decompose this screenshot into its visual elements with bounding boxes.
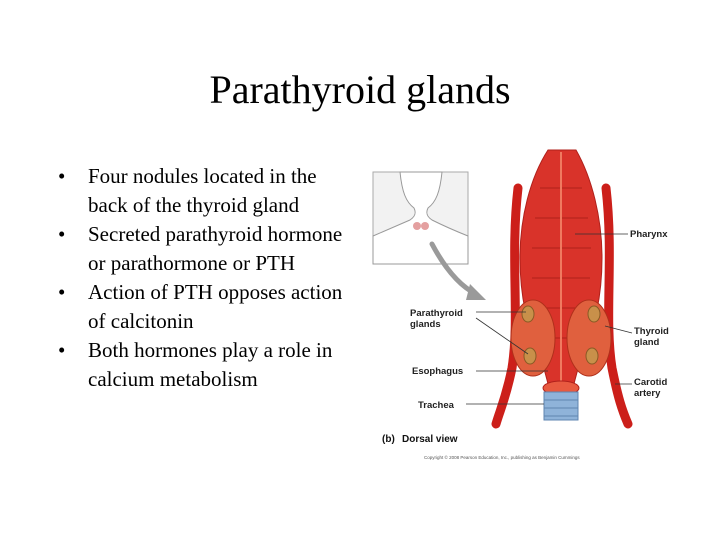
bullet-glyph: • xyxy=(58,280,66,304)
bullet-list xyxy=(58,162,358,394)
label-carotid-line2: artery xyxy=(634,388,661,399)
carotid-left xyxy=(496,188,518,424)
carotid-right xyxy=(606,188,628,424)
label-carotid-line1: Carotid xyxy=(634,377,668,388)
bullet-item xyxy=(58,336,358,394)
parathyroid-illustration xyxy=(370,148,690,466)
bullet-glyph: • xyxy=(58,164,66,188)
label-pharynx: Pharynx xyxy=(630,229,668,240)
bullet-glyph: • xyxy=(58,338,66,362)
label-esophagus: Esophagus xyxy=(412,366,464,377)
bullet-text: Both hormones play a role in calcium metabolism xyxy=(88,338,333,391)
parathyroid-lower-left xyxy=(524,348,536,364)
caption-text: Dorsal view xyxy=(402,434,458,445)
caption-letter: (b) xyxy=(382,434,395,445)
esophagus-trachea xyxy=(543,381,579,420)
anatomy-figure xyxy=(370,148,690,466)
label-trachea: Trachea xyxy=(418,400,454,411)
bullet-text: Action of PTH opposes action of calcitonin xyxy=(88,280,343,333)
label-thyroid-line1: Thyroid xyxy=(634,326,669,337)
bullet-text: Secreted parathyroid hormone or parathormone or PTH xyxy=(88,222,343,275)
inset-thyroid-left xyxy=(413,222,421,230)
bullet-item xyxy=(58,278,358,336)
inset-thyroid-right xyxy=(421,222,429,230)
copyright-line: Copyright © 2008 Pearson Education, Inc., publishing as Benjamin Cummings xyxy=(424,455,580,460)
body-inset xyxy=(373,172,486,300)
label-thyroid-line2: gland xyxy=(634,337,660,348)
parathyroid-upper-right xyxy=(588,306,600,322)
bullet-item xyxy=(58,162,358,220)
label-parathyroid-line2: glands xyxy=(410,319,441,330)
parathyroid-upper-left xyxy=(522,306,534,322)
bullet-glyph: • xyxy=(58,222,66,246)
label-parathyroid-line1: Parathyroid xyxy=(410,308,463,319)
bullet-item xyxy=(58,220,358,278)
parathyroid-lower-right xyxy=(586,348,598,364)
bullet-text: Four nodules located in the back of the thyroid gland xyxy=(88,164,317,217)
pointer-arrow-head xyxy=(466,284,486,300)
slide-title: Parathyroid glands xyxy=(209,67,511,112)
